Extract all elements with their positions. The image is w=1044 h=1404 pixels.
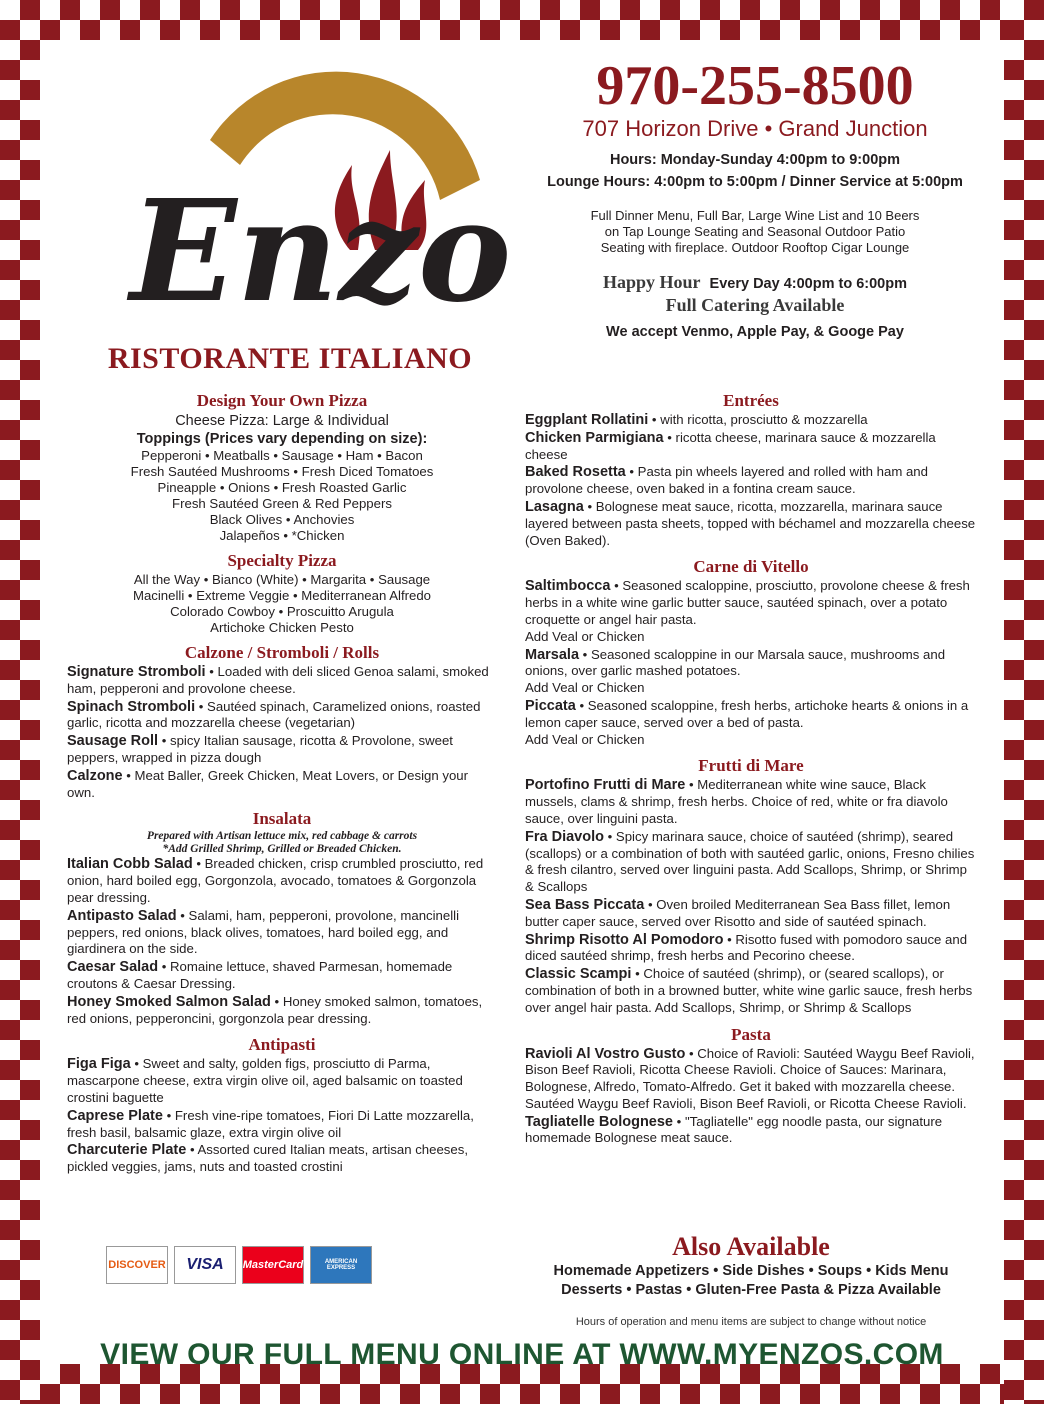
- section-title-insalata: Insalata: [252, 809, 312, 829]
- happy-hour: [510, 272, 1000, 293]
- insalata-note: Prepared with Artisan lettuce mix, red cabbage & carrots: [146, 830, 418, 843]
- logo-script-text: Enzo: [130, 170, 512, 334]
- menu-item: [67, 1056, 497, 1106]
- also-available: [525, 1232, 977, 1328]
- mastercard-icon: MasterCard: [242, 1246, 304, 1284]
- item-desc: • Honey smoked salmon, tomatoes, red onions, pepperoncini, gorgonzola pear dressing.: [67, 993, 483, 1026]
- enzos-logo: [90, 70, 520, 400]
- item-desc: • Choice of sautéed (shrimp), or (seared scallops), or combination of both in a browned butter, white wine garlic sauce, fresh herbs over angel hair pasta. Add Scallops, Shrimp, or Shrimp & Scallops: [525, 966, 973, 1015]
- item-extra: Add Veal or Chicken: [525, 680, 645, 696]
- item-name: Fra Diavolo: [525, 828, 604, 845]
- happy-hour-time: Every Day 4:00pm to 6:00pm: [709, 276, 907, 292]
- specialty-line: Macinelli • Extreme Veggie • Mediterranean Alfredo: [132, 588, 432, 603]
- menu-item: [525, 464, 977, 498]
- section-title-vitello: Carne di Vitello: [693, 557, 809, 577]
- phone-number[interactable]: 970-255-8500: [596, 55, 914, 117]
- menu-item: [67, 1142, 497, 1176]
- item-name: Calzone: [67, 767, 123, 784]
- item-name: Portofino Frutti di Mare: [525, 777, 686, 794]
- item-name: Italian Cobb Salad: [67, 856, 193, 873]
- menu-item: [525, 647, 977, 697]
- hours: Hours: Monday-Sunday 4:00pm to 9:00pm: [609, 152, 901, 168]
- menu-item: [525, 966, 977, 1016]
- menu-item: [67, 664, 497, 698]
- toppings-header: Toppings (Prices vary depending on size):: [136, 431, 428, 447]
- section-title-antipasti: Antipasti: [248, 1035, 316, 1055]
- checker-border-right: [1004, 0, 1044, 1404]
- menu-item: [67, 994, 497, 1028]
- specialty-line: Colorado Cowboy • Proscuitto Arugula: [170, 604, 394, 619]
- item-name: Sea Bass Piccata: [525, 896, 645, 913]
- item-desc: • ricotta cheese, marinara sauce & mozzarella cheese: [525, 429, 936, 462]
- item-desc: • Seasoned scaloppine, fresh herbs, artichoke hearts & onions in a lemon caper sauce, served over a bed of pasta.: [525, 697, 969, 730]
- menu-item: [525, 499, 977, 549]
- menu-item: [525, 1114, 977, 1148]
- discover-card-icon: DISCOVER: [106, 1246, 168, 1284]
- menu-item: [67, 768, 497, 802]
- item-desc: • Oven broiled Mediterranean Sea Bass fillet, lemon butter caper sauce, served over Risotto and side of sautéed spinach.: [525, 896, 951, 929]
- item-desc: • Salami, ham, pepperoni, provolone, mancinelli peppers, red onions, black olives, tomatoes, hard boiled egg, and giardinera on the side.: [67, 907, 460, 957]
- menu-item: [67, 1108, 497, 1142]
- menu-item: [67, 856, 497, 906]
- item-name: Signature Stromboli: [67, 664, 206, 680]
- checker-border-left: [0, 0, 40, 1404]
- catering: Full Catering Available: [665, 295, 845, 315]
- item-extra: Add Veal or Chicken: [525, 628, 645, 644]
- item-name: Lasagna: [525, 498, 584, 515]
- contact-block: [510, 55, 1000, 340]
- amenities-line: Seating with fireplace. Outdoor Rooftop Cigar Lounge: [600, 240, 910, 255]
- item-name: Tagliatelle Bolognese: [525, 1113, 673, 1130]
- menu-item: [525, 897, 977, 931]
- toppings-line: Pineapple • Onions • Fresh Roasted Garlic: [157, 480, 407, 495]
- menu-item: [67, 959, 497, 993]
- item-desc: • spicy Italian sausage, ricotta & Provolone, sweet peppers, wrapped in pizza dough: [67, 733, 453, 765]
- section-title-specialty: Specialty Pizza: [227, 551, 337, 570]
- section-title-frutti: Frutti di Mare: [698, 756, 804, 776]
- item-desc: • Seasoned scaloppine in our Marsala sauce, mushrooms and onions, over garlic mashed potatoes.: [525, 646, 946, 679]
- menu-item: [525, 1046, 977, 1113]
- item-name: Sausage Roll: [67, 733, 159, 750]
- item-name: Saltimbocca: [525, 578, 611, 595]
- section-title-calzone: Calzone / Stromboli / Rolls: [184, 643, 380, 662]
- toppings-line: Pepperoni • Meatballs • Sausage • Ham • Bacon: [141, 448, 423, 463]
- amenities-line: on Tap Lounge Seating and Seasonal Outdoor Patio: [604, 224, 906, 239]
- left-column: [67, 390, 497, 1177]
- item-desc: • Mediterranean white wine sauce, Black mussels, clams & shrimp, fresh herbs. Choice of red, white or fra diavolo sauce, over linguini pasta.: [525, 777, 948, 826]
- amex-card-icon: AMERICAN EXPRESS: [310, 1246, 372, 1284]
- menu-item: [67, 908, 497, 958]
- address: 707 Horizon Drive • Grand Junction: [582, 116, 928, 141]
- also-title: Also Available: [672, 1232, 830, 1261]
- item-name: Classic Scampi: [525, 966, 632, 983]
- menu-item: [525, 412, 977, 429]
- menu-page: [40, 40, 1004, 1371]
- item-extra: Add Veal or Chicken: [525, 731, 645, 747]
- item-name: Caprese Plate: [67, 1107, 163, 1124]
- item-name: Piccata: [525, 697, 576, 714]
- toppings-line: Fresh Sautéed Mushrooms • Fresh Diced Tomatoes: [130, 464, 434, 479]
- item-desc: • Pasta pin wheels layered and rolled with ham and provolone cheese, oven baked in a fontina cream sauce.: [525, 464, 928, 497]
- website-banner[interactable]: VIEW OUR FULL MENU ONLINE AT WWW.MYENZOS.COM: [100, 1338, 944, 1371]
- section-title-pasta: Pasta: [731, 1024, 771, 1044]
- specialty-line: Artichoke Chicken Pesto: [210, 620, 354, 635]
- menu-item: [67, 699, 497, 733]
- also-line: Homemade Appetizers • Side Dishes • Soups • Kids Menu: [553, 1263, 949, 1279]
- menu-item: [67, 733, 497, 767]
- item-name: Marsala: [525, 646, 580, 663]
- item-desc: • Fresh vine-ripe tomatoes, Fiori Di Latte mozzarella, fresh basil, balsamic glaze, extra virgin olive oil: [67, 1107, 474, 1140]
- happy-hour-label: Happy Hour: [603, 272, 701, 292]
- item-name: Shrimp Risotto Al Pomodoro: [525, 931, 724, 948]
- item-desc: • Meat Baller, Greek Chicken, Meat Lovers, or Design your own.: [67, 767, 469, 800]
- item-desc: • Romaine lettuce, shaved Parmesan, homemade croutons & Caesar Dressing.: [67, 959, 453, 991]
- payments: We accept Venmo, Apple Pay, & Googe Pay: [606, 324, 904, 340]
- logo-subtitle: RISTORANTE ITALIANO: [107, 342, 473, 375]
- item-desc: • Sautéed spinach, Caramelized onions, roasted garlic, ricotta and mozzarella cheese (vegetarian): [67, 698, 481, 731]
- checker-border-top: [0, 0, 1044, 40]
- item-desc: • Breaded chicken, crisp crumbled prosciutto, red onion, hard boiled egg, Gorgonzola, avocado, tomatoes & Gorgonzola pear dressing.: [67, 856, 484, 905]
- menu-item: [525, 430, 977, 464]
- item-desc: • Choice of Ravioli: Sautéed Waygu Beef Ravioli, Bison Beef Ravioli, Ricotta Cheese Ravioli. Choice of Sauces: Marinara, Bolognese, Alfredo, Tomato-Alfredo. Get it baked with mozzarella cheese. Sautéed Waygu Beef Ravioli, Bison Beef Ravioli, or Ricotta Cheese Ravioli.: [525, 1045, 975, 1111]
- item-desc: • Seasoned scaloppine, prosciutto, provolone cheese & fresh herbs in a white wine garlic butter sauce, sautéed spinach, over a potato croquette or angel hair pasta.: [525, 578, 970, 627]
- item-name: Ravioli Al Vostro Gusto: [525, 1045, 686, 1062]
- toppings-line: Black Olives • Anchovies: [209, 512, 355, 527]
- menu-item: [525, 932, 977, 966]
- insalata-note-add: *Add Grilled Shrimp, Grilled or Breaded Chicken.: [162, 843, 402, 856]
- item-desc: • Spicy marinara sauce, choice of sautéed (shrimp), seared (scallops) or a combination of both with sautéed garlic, onions, Fresno chilies & fresh cilantro, served over linguini pasta. Add Scallops, Shrimp, or Shrimp & Scallops: [525, 828, 975, 895]
- amenities: [510, 208, 1000, 256]
- amenities-line: Full Dinner Menu, Full Bar, Large Wine List and 10 Beers: [590, 208, 920, 223]
- item-name: Chicken Parmigiana: [525, 429, 664, 446]
- menu-item: [525, 698, 977, 748]
- menu-item: [525, 829, 977, 896]
- section-title-pizza: Design Your Own Pizza: [196, 391, 368, 410]
- item-name: Spinach Stromboli: [67, 698, 196, 715]
- section-title-entrees: Entrées: [723, 391, 779, 410]
- specialty-line: All the Way • Bianco (White) • Margarita • Sausage: [133, 572, 431, 587]
- toppings-line: Jalapeños • *Chicken: [219, 528, 345, 543]
- item-desc: • Sweet and salty, golden figs, prosciutto di Parma, mascarpone cheese, extra virgin olive oil, aged balsamic on toasted crostini baguette: [67, 1056, 463, 1105]
- item-name: Honey Smoked Salmon Salad: [67, 993, 271, 1010]
- item-name: Baked Rosetta: [525, 464, 626, 481]
- item-name: Figa Figa: [67, 1056, 131, 1073]
- item-desc: • Assorted cured Italian meats, artisan cheeses, pickled veggies, jams, nuts and toasted crostini: [67, 1142, 468, 1175]
- payment-cards: [106, 1246, 372, 1284]
- item-desc: • Risotto fused with pomodoro sauce and diced sautéed shrimp, fresh herbs and Pecorino cheese.: [525, 931, 968, 964]
- item-desc: • with ricotta, prosciutto & mozzarella: [648, 412, 868, 427]
- menu-item: [525, 578, 977, 645]
- disclaimer: Hours of operation and menu items are subject to change without notice: [575, 1316, 927, 1328]
- item-desc: • Bolognese meat sauce, ricotta, mozzarella, marinara sauce layered between pasta sheets, topped with béchamel and mozzarella cheese (Oven Baked).: [525, 498, 976, 548]
- item-name: Antipasto Salad: [67, 907, 177, 924]
- item-name: Charcuterie Plate: [67, 1142, 187, 1159]
- logo-graphic: [90, 70, 520, 340]
- menu-item: [525, 777, 977, 827]
- toppings-line: Fresh Sautéed Green & Red Peppers: [172, 496, 392, 511]
- cheese-pizza: Cheese Pizza: Large & Individual: [175, 413, 389, 429]
- item-desc: • Loaded with deli sliced Genoa salami, smoked ham, pepperoni and provolone cheese.: [67, 664, 489, 696]
- item-desc: • "Tagliatelle" egg noodle pasta, our signature homemade Bolognese meat sauce.: [525, 1113, 943, 1146]
- item-name: Caesar Salad: [67, 959, 159, 976]
- visa-card-icon: VISA: [174, 1246, 236, 1284]
- right-column: [525, 390, 977, 1148]
- item-name: Eggplant Rollatini: [525, 412, 649, 428]
- lounge-hours: Lounge Hours: 4:00pm to 5:00pm / Dinner Service at 5:00pm: [547, 174, 963, 190]
- also-line: Desserts • Pastas • Gluten-Free Pasta & Pizza Available: [561, 1282, 941, 1298]
